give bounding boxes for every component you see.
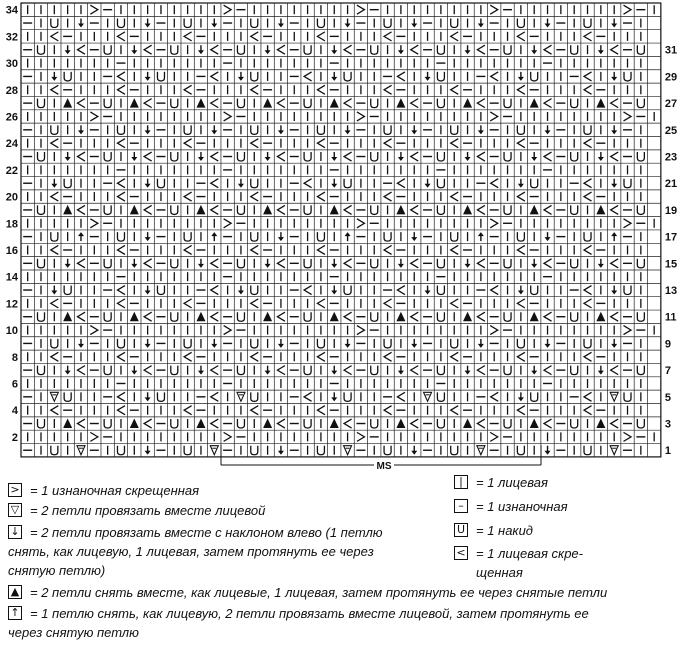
row-number-left: 18 — [5, 218, 18, 231]
repeat-label: MS — [376, 461, 392, 472]
legend-text: = 1 изнаночная скрещенная — [30, 483, 200, 498]
row-number-right: 29 — [664, 71, 678, 84]
ssk-icon: ↓ — [8, 525, 22, 539]
sk2p-icon: ▲ — [8, 585, 22, 599]
row-number-left: 2 — [11, 431, 18, 444]
legend-text: = 2 петли снять вместе, как лицевые, 1 лицевая, затем протянуть ее через снятые петли — [30, 585, 608, 600]
row-number-right: 19 — [664, 204, 678, 217]
row-number-right: 9 — [664, 338, 671, 351]
legend-text: снятую петлю) — [8, 563, 106, 578]
row-number-right: 5 — [664, 391, 671, 404]
row-number-right: 3 — [664, 418, 671, 431]
row-number-left: 32 — [5, 31, 18, 44]
sk2tog-psso-icon: ↑ — [8, 606, 22, 620]
crossed-knit-icon: < — [454, 546, 468, 560]
row-number-right: 31 — [664, 44, 678, 57]
row-number-right: 23 — [664, 151, 678, 164]
row-number-right: 7 — [664, 365, 671, 378]
legend-text: = 1 накид — [476, 523, 533, 538]
legend-text: = 2 петли провязать вместе лицевой — [30, 503, 266, 518]
row-number-left: 4 — [11, 405, 18, 418]
row-number-right: 13 — [664, 285, 678, 298]
row-number-right: 17 — [664, 231, 678, 244]
row-number-left: 28 — [5, 84, 18, 97]
row-number-right: 11 — [664, 311, 677, 324]
yarn-over-icon: U — [454, 523, 468, 537]
legend-text: = 1 лицевая скре- — [476, 546, 583, 561]
legend-text: = 1 петлю снять, как лицевую, 2 петли провязать вместе лицевой, затем протянуть ее — [30, 606, 589, 621]
legend-text: щенная — [476, 565, 523, 580]
row-number-left: 22 — [5, 164, 18, 177]
row-number-left: 26 — [5, 111, 18, 124]
row-number-left: 24 — [5, 138, 18, 151]
legend-text: снять, как лицевую, 1 лицевая, затем протянуть ее через — [8, 544, 374, 559]
legend-text: = 2 петли провязать вместе с наклоном влево (1 петлю — [30, 525, 383, 540]
chart-grid — [21, 3, 661, 457]
purl-icon: – — [454, 499, 468, 513]
row-number-left: 20 — [5, 191, 18, 204]
row-number-left: 8 — [11, 351, 18, 364]
legend-text: = 1 изнаночная — [476, 499, 568, 514]
legend-text: через снятую петлю — [8, 625, 139, 640]
row-number-right: 1 — [664, 445, 671, 458]
row-number-right: 15 — [664, 258, 678, 271]
knit-icon: | — [454, 475, 468, 489]
row-number-left: 16 — [5, 244, 18, 257]
row-number-left: 34 — [5, 4, 18, 17]
k2tog-icon: ▽ — [8, 503, 22, 517]
row-number-left: 14 — [5, 271, 18, 284]
row-number-left: 12 — [5, 298, 18, 311]
row-number-left: 6 — [11, 378, 18, 391]
row-number-right: 25 — [664, 124, 678, 137]
row-number-right: 27 — [664, 98, 678, 111]
legend-text: = 1 лицевая — [476, 475, 548, 490]
row-number-right: 21 — [664, 178, 678, 191]
crossed-purl-icon: > — [8, 483, 22, 497]
row-number-left: 10 — [5, 325, 18, 338]
row-number-left: 30 — [5, 58, 18, 71]
legend — [0, 470, 690, 650]
